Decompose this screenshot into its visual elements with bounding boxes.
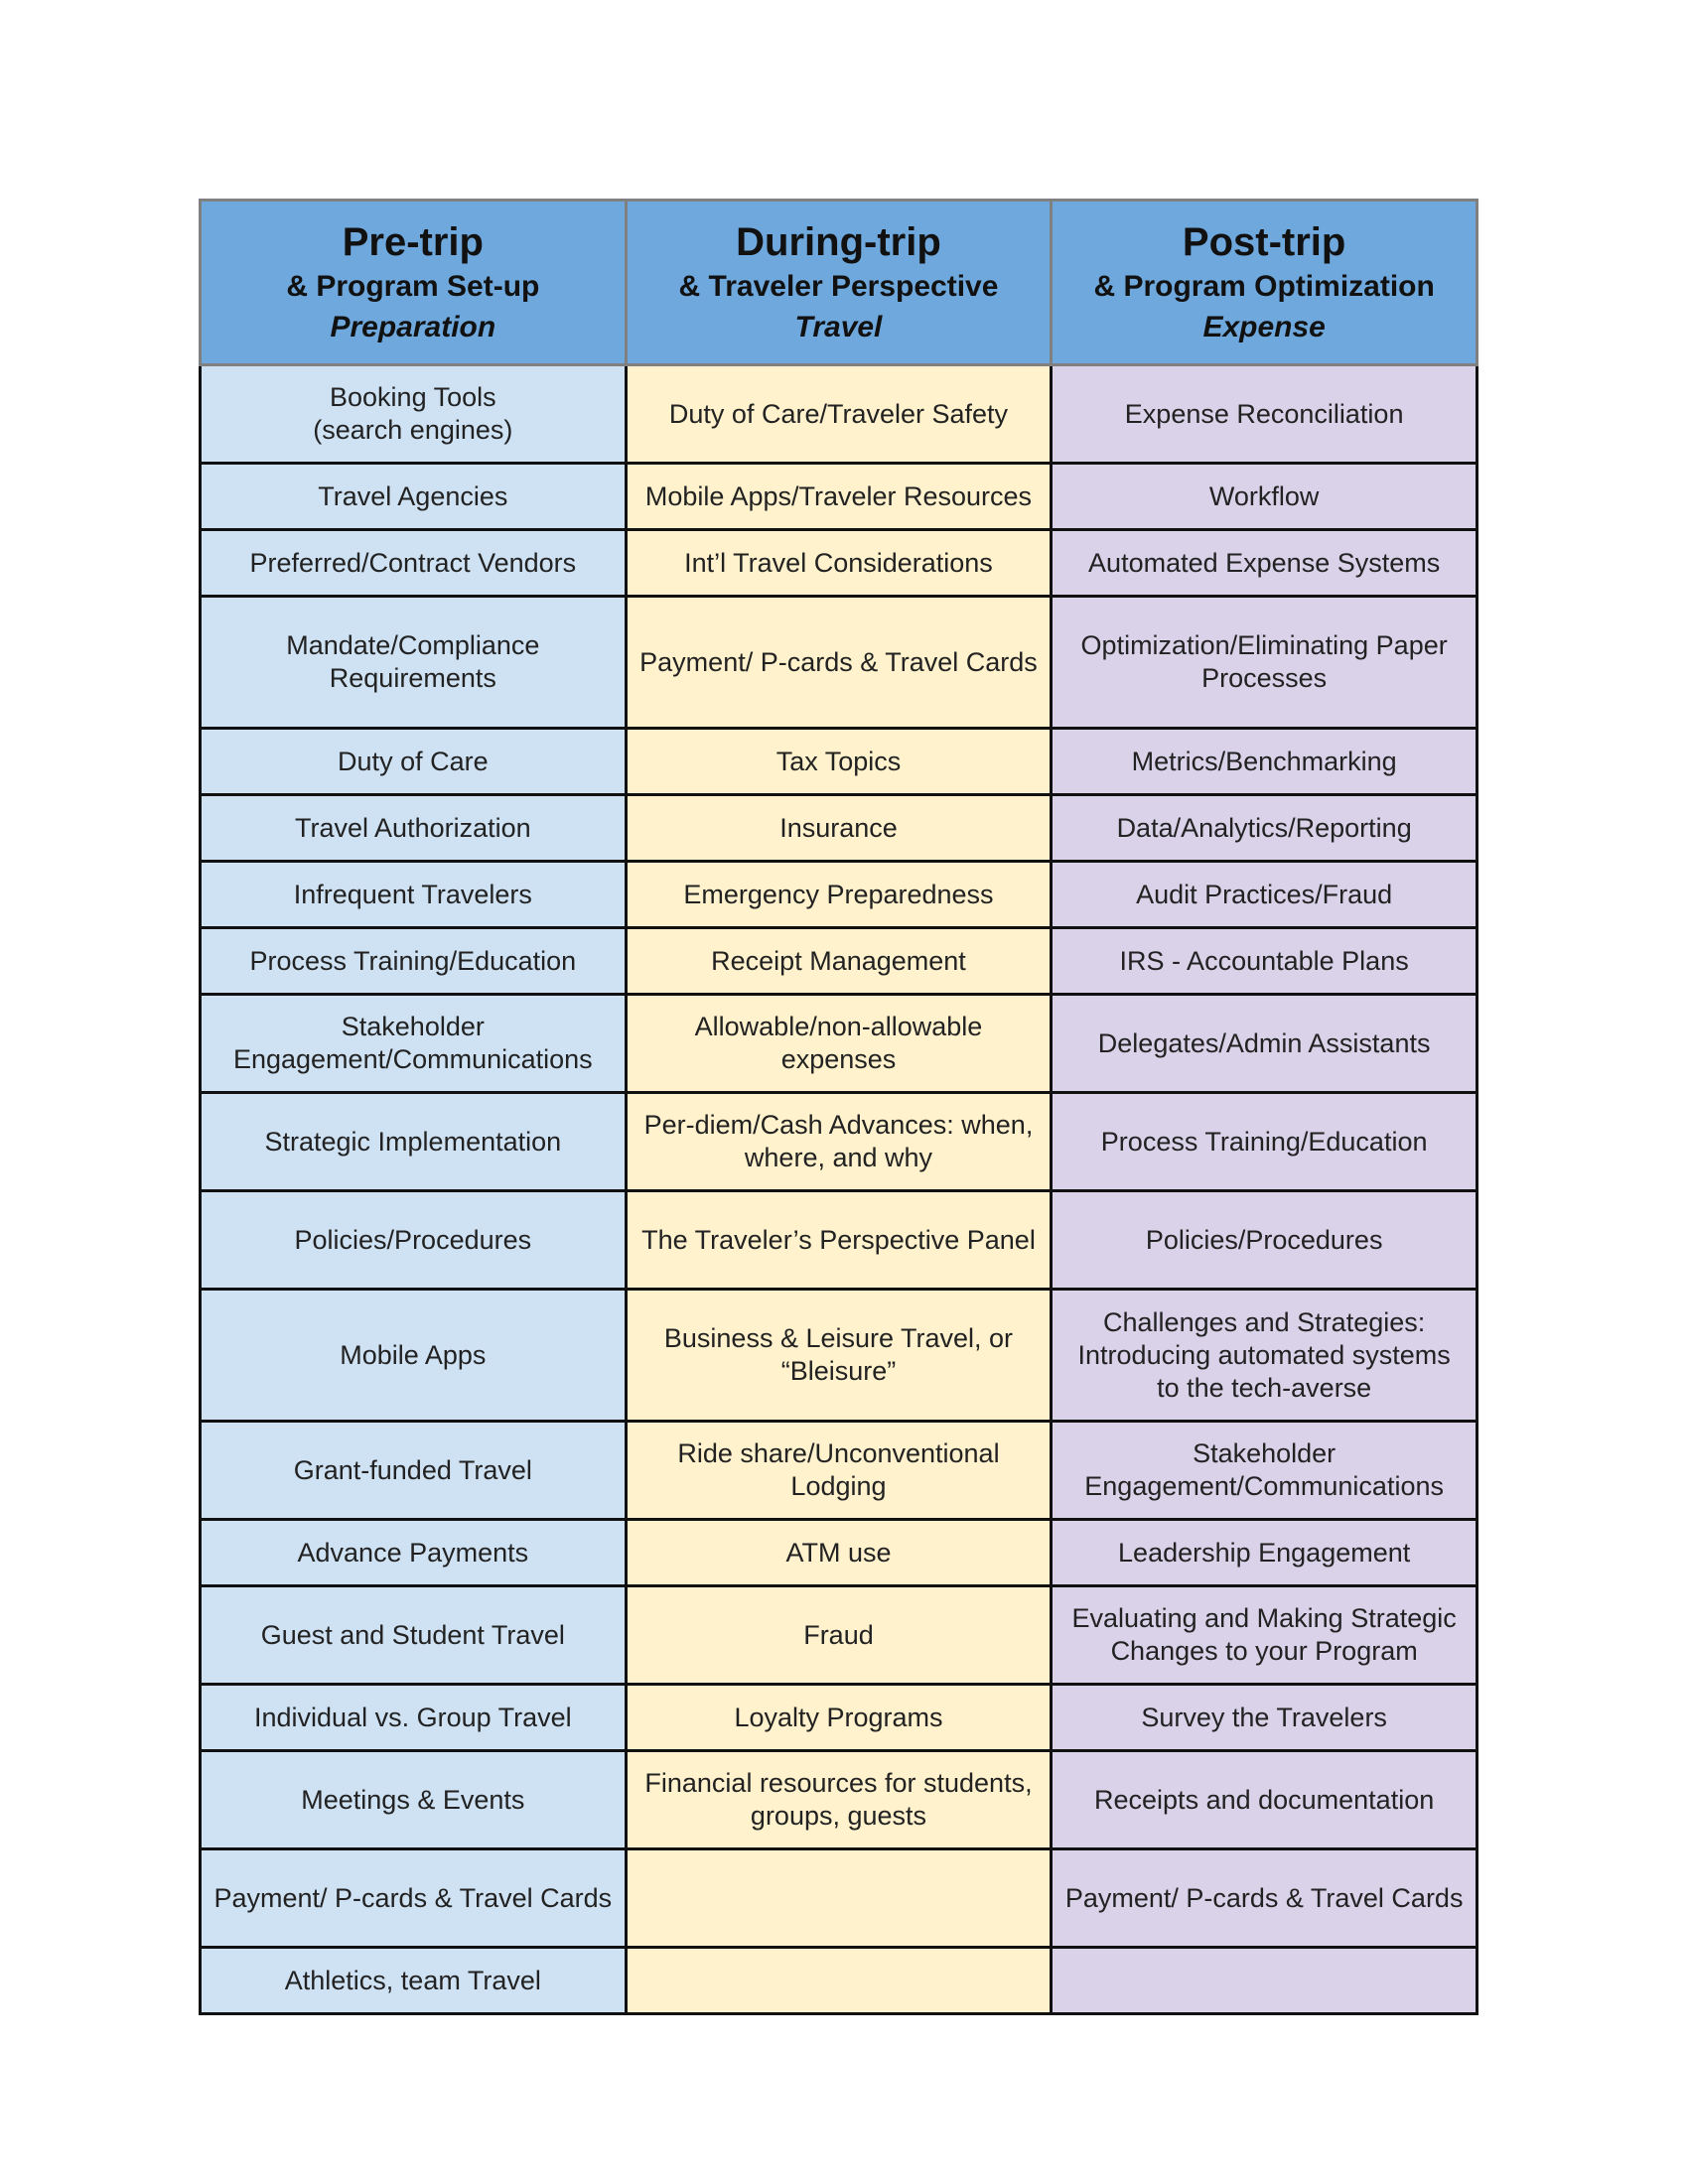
- cell-pre-trip: Stakeholder Engagement/Communications: [201, 995, 627, 1093]
- cell-post-trip: Workflow: [1052, 464, 1477, 530]
- table-row: [201, 464, 1477, 530]
- cell-pre-trip: Mandate/Compliance Requirements: [201, 597, 627, 729]
- table-row: [201, 1191, 1477, 1290]
- cell-post-trip: IRS - Accountable Plans: [1052, 928, 1477, 995]
- table-row: [201, 597, 1477, 729]
- cell-pre-trip: Athletics, team Travel: [201, 1948, 627, 2014]
- cell-post-trip: Stakeholder Engagement/Communications: [1052, 1422, 1477, 1520]
- cell-pre-trip: Meetings & Events: [201, 1751, 627, 1849]
- cell-post-trip: Metrics/Benchmarking: [1052, 729, 1477, 795]
- cell-pre-trip: Guest and Student Travel: [201, 1586, 627, 1685]
- cell-during-trip: Ride share/Unconventional Lodging: [626, 1422, 1052, 1520]
- cell-post-trip: Challenges and Strategies: Introducing automated systems to the tech-averse: [1052, 1290, 1477, 1422]
- cell-pre-trip: Policies/Procedures: [201, 1191, 627, 1290]
- cell-during-trip: Emergency Preparedness: [626, 862, 1052, 928]
- header-phase: Preparation: [330, 310, 496, 343]
- table-row: [201, 795, 1477, 862]
- cell-post-trip: Expense Reconciliation: [1052, 365, 1477, 464]
- cell-pre-trip: Grant-funded Travel: [201, 1422, 627, 1520]
- table-body: [201, 365, 1477, 2014]
- cell-post-trip: Optimization/Eliminating Paper Processes: [1052, 597, 1477, 729]
- cell-post-trip: Automated Expense Systems: [1052, 530, 1477, 597]
- table-row: [201, 862, 1477, 928]
- table-row: [201, 365, 1477, 464]
- cell-post-trip: Data/Analytics/Reporting: [1052, 795, 1477, 862]
- table-row: [201, 1849, 1477, 1948]
- cell-during-trip: Allowable/non-allowable expenses: [626, 995, 1052, 1093]
- cell-during-trip: Financial resources for students, groups, guests: [626, 1751, 1052, 1849]
- header-pre-trip: [201, 201, 627, 365]
- table-row: [201, 1685, 1477, 1751]
- header-subtitle: & Traveler Perspective: [678, 269, 999, 303]
- cell-during-trip: Per-diem/Cash Advances: when, where, and why: [626, 1093, 1052, 1191]
- cell-post-trip: Delegates/Admin Assistants: [1052, 995, 1477, 1093]
- header-subtitle: & Program Optimization: [1093, 269, 1435, 303]
- cell-pre-trip: Payment/ P-cards & Travel Cards: [201, 1849, 627, 1948]
- cell-during-trip: [626, 1948, 1052, 2014]
- cell-pre-trip: Travel Agencies: [201, 464, 627, 530]
- travel-topics-table: [199, 199, 1478, 2015]
- cell-during-trip: Int’l Travel Considerations: [626, 530, 1052, 597]
- table-row: [201, 995, 1477, 1093]
- cell-pre-trip: Individual vs. Group Travel: [201, 1685, 627, 1751]
- header-title: Post-trip: [1182, 219, 1346, 264]
- header-during-trip: [626, 201, 1052, 365]
- table-row: [201, 1422, 1477, 1520]
- header-phase: Expense: [1202, 310, 1326, 343]
- cell-post-trip: Survey the Travelers: [1052, 1685, 1477, 1751]
- cell-during-trip: [626, 1849, 1052, 1948]
- table-row: [201, 928, 1477, 995]
- cell-pre-trip: Strategic Implementation: [201, 1093, 627, 1191]
- cell-during-trip: Business & Leisure Travel, or “Bleisure”: [626, 1290, 1052, 1422]
- table-row: [201, 1586, 1477, 1685]
- cell-post-trip: [1052, 1948, 1477, 2014]
- cell-pre-trip: Travel Authorization: [201, 795, 627, 862]
- cell-post-trip: Audit Practices/Fraud: [1052, 862, 1477, 928]
- cell-during-trip: Receipt Management: [626, 928, 1052, 995]
- cell-during-trip: The Traveler’s Perspective Panel: [626, 1191, 1052, 1290]
- header-subtitle: & Program Set-up: [286, 269, 540, 303]
- table-row: [201, 530, 1477, 597]
- cell-post-trip: Receipts and documentation: [1052, 1751, 1477, 1849]
- table-row: [201, 1093, 1477, 1191]
- header-title: During-trip: [736, 219, 941, 264]
- cell-pre-trip: Booking Tools (search engines): [201, 365, 627, 464]
- table-row: [201, 1520, 1477, 1586]
- cell-during-trip: Tax Topics: [626, 729, 1052, 795]
- cell-post-trip: Evaluating and Making Strategic Changes to your Program: [1052, 1586, 1477, 1685]
- cell-pre-trip: Mobile Apps: [201, 1290, 627, 1422]
- cell-post-trip: Leadership Engagement: [1052, 1520, 1477, 1586]
- table-row: [201, 729, 1477, 795]
- cell-during-trip: Fraud: [626, 1586, 1052, 1685]
- cell-post-trip: Payment/ P-cards & Travel Cards: [1052, 1849, 1477, 1948]
- cell-during-trip: ATM use: [626, 1520, 1052, 1586]
- cell-post-trip: Policies/Procedures: [1052, 1191, 1477, 1290]
- cell-pre-trip: Advance Payments: [201, 1520, 627, 1586]
- table-row: [201, 1290, 1477, 1422]
- table-row: [201, 1751, 1477, 1849]
- cell-pre-trip: Preferred/Contract Vendors: [201, 530, 627, 597]
- header-post-trip: [1052, 201, 1477, 365]
- cell-during-trip: Payment/ P-cards & Travel Cards: [626, 597, 1052, 729]
- cell-pre-trip: Infrequent Travelers: [201, 862, 627, 928]
- header-row: [201, 201, 1477, 365]
- cell-during-trip: Duty of Care/Traveler Safety: [626, 365, 1052, 464]
- cell-during-trip: Insurance: [626, 795, 1052, 862]
- cell-during-trip: Mobile Apps/Traveler Resources: [626, 464, 1052, 530]
- cell-post-trip: Process Training/Education: [1052, 1093, 1477, 1191]
- cell-pre-trip: Duty of Care: [201, 729, 627, 795]
- header-phase: Travel: [794, 310, 883, 343]
- cell-during-trip: Loyalty Programs: [626, 1685, 1052, 1751]
- table-row: [201, 1948, 1477, 2014]
- header-title: Pre-trip: [342, 219, 484, 264]
- cell-pre-trip: Process Training/Education: [201, 928, 627, 995]
